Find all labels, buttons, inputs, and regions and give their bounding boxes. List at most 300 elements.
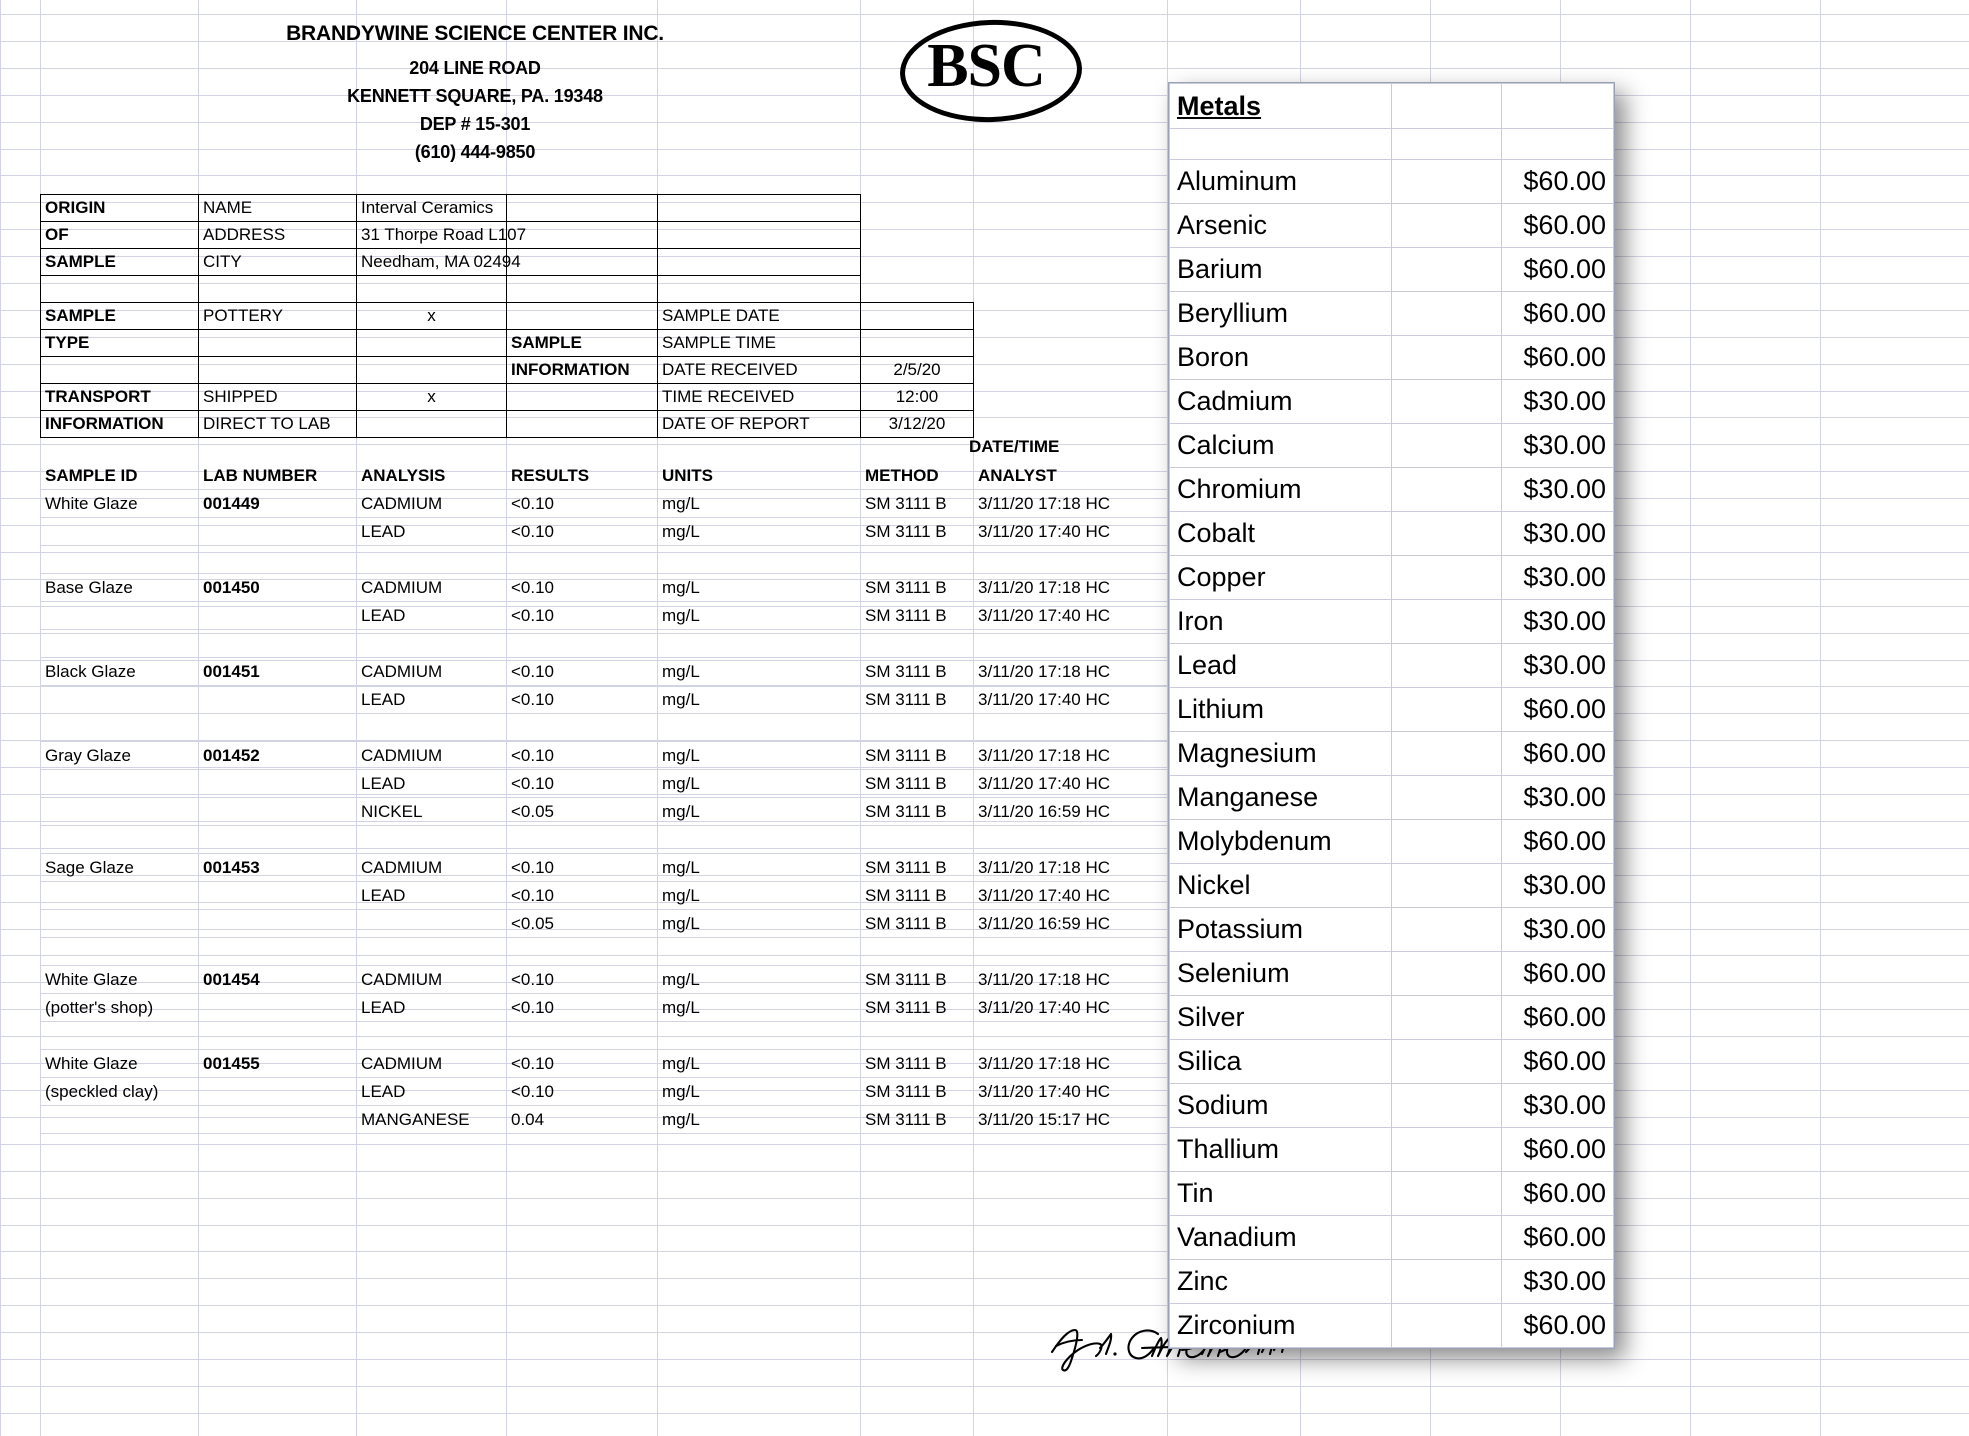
cell-results (507, 938, 658, 966)
cell-analysis: LEAD (357, 994, 507, 1022)
metals-row[interactable] (1170, 688, 1614, 732)
cell-sample-id: (speckled clay) (41, 1078, 199, 1106)
blank-cell (1392, 908, 1502, 952)
metals-row[interactable] (1170, 1128, 1614, 1172)
col-header-results: RESULTS (507, 462, 658, 490)
table-row (41, 490, 1168, 518)
grid-row-line (0, 1278, 1969, 1279)
metals-row[interactable] (1170, 732, 1614, 776)
cell-results (507, 546, 658, 574)
name-label: NAME (199, 195, 357, 222)
cell-units: mg/L (658, 966, 861, 994)
metals-row[interactable] (1170, 512, 1614, 556)
date-of-report-value: 3/12/20 (861, 411, 974, 438)
blank-cell (974, 249, 1168, 276)
metals-row[interactable] (1170, 864, 1614, 908)
metal-price: $60.00 (1502, 248, 1614, 292)
transport-row (41, 384, 1168, 411)
metal-name: Selenium (1170, 952, 1392, 996)
cell-results: <0.10 (507, 686, 658, 714)
cell-sample-id (41, 518, 199, 546)
metal-price: $60.00 (1502, 292, 1614, 336)
spacer-row (41, 276, 1168, 303)
blank-cell (1392, 1260, 1502, 1304)
blank-cell (1392, 424, 1502, 468)
cell-units: mg/L (658, 686, 861, 714)
blank-cell (1392, 776, 1502, 820)
blank-cell (507, 276, 658, 303)
table-row (41, 518, 1168, 546)
cell-lab-number (199, 714, 357, 742)
sample-type-row (41, 303, 1168, 330)
blank-cell (1392, 820, 1502, 864)
city-label: CITY (199, 249, 357, 276)
col-header-units: UNITS (658, 462, 861, 490)
address-line-2: KENNETT SQUARE, PA. 19348 (347, 86, 603, 106)
cell-analyst: 3/11/20 17:18 HC (974, 490, 1168, 518)
cell-method: SM 3111 B (861, 966, 974, 994)
metals-row[interactable] (1170, 204, 1614, 248)
metal-name: Thallium (1170, 1128, 1392, 1172)
cell-analyst: 3/11/20 17:40 HC (974, 1078, 1168, 1106)
cell-units: mg/L (658, 602, 861, 630)
metal-name: Potassium (1170, 908, 1392, 952)
cell-analysis: LEAD (357, 882, 507, 910)
page-title: BRANDYWINE SCIENCE CENTER INC. (286, 22, 664, 45)
transport-info-row (41, 411, 1168, 438)
metal-price: $60.00 (1502, 1040, 1614, 1084)
table-row (41, 854, 1168, 882)
cell-results: <0.10 (507, 518, 658, 546)
cell-units: mg/L (658, 658, 861, 686)
col-header-lab-number: LAB NUMBER (199, 462, 357, 490)
metal-name: Sodium (1170, 1084, 1392, 1128)
transport-label-1: TRANSPORT (41, 384, 199, 411)
blank-cell (1392, 864, 1502, 908)
address-line-1: 204 LINE ROAD (409, 58, 541, 78)
cell-lab-number (199, 686, 357, 714)
metals-row[interactable] (1170, 1172, 1614, 1216)
cell-results: <0.10 (507, 1050, 658, 1078)
cell-analysis: CADMIUM (357, 574, 507, 602)
cell-sample-id: Sage Glaze (41, 854, 199, 882)
metals-row[interactable] (1170, 468, 1614, 512)
metals-row[interactable] (1170, 292, 1614, 336)
cell-units: mg/L (658, 798, 861, 826)
cell-analyst: 3/11/20 17:40 HC (974, 518, 1168, 546)
cell-sample-id (41, 770, 199, 798)
blank-cell (1392, 600, 1502, 644)
metal-price: $30.00 (1502, 908, 1614, 952)
metal-name: Lithium (1170, 688, 1392, 732)
table-row (41, 910, 1168, 938)
metal-name: Manganese (1170, 776, 1392, 820)
sample-info-label-1: SAMPLE (507, 330, 658, 357)
cell-analyst: 3/11/20 16:59 HC (974, 798, 1168, 826)
cell-method: SM 3111 B (861, 910, 974, 938)
cell-analyst: 3/11/20 17:18 HC (974, 966, 1168, 994)
metal-name: Vanadium (1170, 1216, 1392, 1260)
cell-results (507, 826, 658, 854)
name-value: Interval Ceramics (357, 195, 507, 222)
cell-units: mg/L (658, 1106, 861, 1134)
cell-units (658, 1022, 861, 1050)
cell-analysis: CADMIUM (357, 742, 507, 770)
metal-name: Barium (1170, 248, 1392, 292)
cell-sample-id (41, 882, 199, 910)
cell-sample-id (41, 602, 199, 630)
grid-col-line (1690, 0, 1691, 1436)
cell-analyst (974, 826, 1168, 854)
sample-info-block (40, 194, 1168, 438)
cell-analysis: LEAD (357, 602, 507, 630)
blank-cell (1392, 688, 1502, 732)
col-header-method: METHOD (861, 462, 974, 490)
cell-analyst: 3/11/20 15:17 HC (974, 1106, 1168, 1134)
origin-row-address (41, 222, 1168, 249)
metals-row[interactable] (1170, 600, 1614, 644)
city-value: Needham, MA 02494 (357, 249, 507, 276)
sample-label: SAMPLE (41, 249, 199, 276)
blank-cell (1170, 129, 1392, 160)
blank-cell (199, 276, 357, 303)
grid-row-line (0, 1305, 1969, 1306)
date-received-label: DATE RECEIVED (658, 357, 861, 384)
blank-cell (1392, 129, 1502, 160)
cell-results: <0.05 (507, 798, 658, 826)
metals-row[interactable] (1170, 644, 1614, 688)
origin-row-name (41, 195, 1168, 222)
cell-results: <0.10 (507, 742, 658, 770)
metal-name: Beryllium (1170, 292, 1392, 336)
metal-price: $30.00 (1502, 776, 1614, 820)
metal-name: Zirconium (1170, 1304, 1392, 1348)
blank-cell (1392, 1172, 1502, 1216)
table-row (41, 546, 1168, 574)
cell-units (658, 630, 861, 658)
metals-row[interactable] (1170, 908, 1614, 952)
cell-analysis (357, 630, 507, 658)
cell-results: 0.04 (507, 1106, 658, 1134)
blank-cell (199, 330, 357, 357)
cell-analyst (974, 714, 1168, 742)
cell-analyst (974, 630, 1168, 658)
grid-row-line (0, 14, 1969, 15)
cell-sample-id (41, 1022, 199, 1050)
cell-analyst: 3/11/20 17:18 HC (974, 742, 1168, 770)
blank-cell (658, 249, 861, 276)
cell-analysis (357, 714, 507, 742)
metals-row[interactable] (1170, 1084, 1614, 1128)
metal-price: $30.00 (1502, 600, 1614, 644)
metal-price: $60.00 (1502, 1128, 1614, 1172)
grid-row-line (0, 1386, 1969, 1387)
metals-row[interactable] (1170, 1304, 1614, 1348)
blank-cell (357, 276, 507, 303)
grid-row-line (0, 175, 1969, 176)
table-row (41, 1106, 1168, 1134)
cell-units: mg/L (658, 1078, 861, 1106)
blank-cell (1392, 732, 1502, 776)
cell-results: <0.10 (507, 854, 658, 882)
sample-type-label-2: TYPE (41, 330, 199, 357)
blank-cell (41, 357, 199, 384)
metal-price: $60.00 (1502, 204, 1614, 248)
metal-name: Silver (1170, 996, 1392, 1040)
cell-results: <0.10 (507, 994, 658, 1022)
grid-row-line (0, 1413, 1969, 1414)
pottery-label: POTTERY (199, 303, 357, 330)
cell-method (861, 826, 974, 854)
blank-cell (1392, 292, 1502, 336)
sample-date-value (861, 303, 974, 330)
metals-row[interactable] (1170, 380, 1614, 424)
blank-cell (974, 276, 1168, 303)
col-header-analysis: ANALYSIS (357, 462, 507, 490)
cell-analysis (357, 826, 507, 854)
sample-info-label-2: INFORMATION (507, 357, 658, 384)
blank-cell (658, 195, 861, 222)
cell-lab-number (199, 938, 357, 966)
blank-cell (1392, 996, 1502, 1040)
cell-analyst: 3/11/20 16:59 HC (974, 910, 1168, 938)
blank-cell (974, 195, 1168, 222)
cell-analysis: LEAD (357, 686, 507, 714)
blank-cell (861, 195, 974, 222)
blank-cell (1392, 248, 1502, 292)
shipped-mark: x (357, 384, 507, 411)
table-row (41, 630, 1168, 658)
cell-method: SM 3111 B (861, 854, 974, 882)
direct-to-lab-label: DIRECT TO LAB (199, 411, 357, 438)
metal-name: Cobalt (1170, 512, 1392, 556)
blank-cell (1392, 468, 1502, 512)
cell-method: SM 3111 B (861, 518, 974, 546)
cell-results: <0.05 (507, 910, 658, 938)
cell-analysis: LEAD (357, 518, 507, 546)
cell-units: mg/L (658, 882, 861, 910)
blank-cell (974, 330, 1168, 357)
metals-row[interactable] (1170, 1260, 1614, 1304)
cell-units: mg/L (658, 770, 861, 798)
metal-price: $60.00 (1502, 688, 1614, 732)
blank-cell (861, 222, 974, 249)
table-row (41, 602, 1168, 630)
cell-sample-id (41, 630, 199, 658)
cell-lab-number (199, 910, 357, 938)
metal-name: Cadmium (1170, 380, 1392, 424)
table-row (41, 798, 1168, 826)
cell-results: <0.10 (507, 882, 658, 910)
blank-cell (507, 222, 658, 249)
shipped-label: SHIPPED (199, 384, 357, 411)
table-row (41, 574, 1168, 602)
table-row (41, 1078, 1168, 1106)
cell-method: SM 3111 B (861, 658, 974, 686)
metals-row[interactable] (1170, 424, 1614, 468)
cell-method: SM 3111 B (861, 770, 974, 798)
cell-method (861, 938, 974, 966)
grid-row-line (0, 1171, 1969, 1172)
cell-sample-id (41, 826, 199, 854)
metal-name: Iron (1170, 600, 1392, 644)
cell-units: mg/L (658, 910, 861, 938)
cell-analyst: 3/11/20 17:18 HC (974, 574, 1168, 602)
blank-cell (357, 330, 507, 357)
cell-results: <0.10 (507, 658, 658, 686)
cell-results: <0.10 (507, 602, 658, 630)
logo-text: BSC (927, 32, 1045, 100)
blank-cell (861, 249, 974, 276)
cell-units: mg/L (658, 742, 861, 770)
metal-price: $30.00 (1502, 512, 1614, 556)
cell-lab-number (199, 798, 357, 826)
blank-cell (1392, 556, 1502, 600)
cell-method: SM 3111 B (861, 602, 974, 630)
cell-lab-number (199, 630, 357, 658)
cell-lab-number: 001454 (199, 966, 357, 994)
cell-analysis: LEAD (357, 1078, 507, 1106)
cell-lab-number (199, 1078, 357, 1106)
metals-row[interactable] (1170, 1040, 1614, 1084)
blank-cell (974, 357, 1168, 384)
cell-sample-id: White Glaze (41, 490, 199, 518)
cell-lab-number (199, 826, 357, 854)
metal-price: $60.00 (1502, 996, 1614, 1040)
pottery-mark: x (357, 303, 507, 330)
cell-method: SM 3111 B (861, 1106, 974, 1134)
sample-time-value (861, 330, 974, 357)
metals-row[interactable] (1170, 996, 1614, 1040)
metal-name: Zinc (1170, 1260, 1392, 1304)
transport-label-2: INFORMATION (41, 411, 199, 438)
metal-name: Aluminum (1170, 160, 1392, 204)
blank-cell (1392, 336, 1502, 380)
cell-results: <0.10 (507, 770, 658, 798)
metal-name: Magnesium (1170, 732, 1392, 776)
cell-analysis (357, 938, 507, 966)
blank-cell (1392, 84, 1502, 129)
cell-lab-number (199, 518, 357, 546)
cell-sample-id: White Glaze (41, 966, 199, 994)
metal-price: $30.00 (1502, 1084, 1614, 1128)
cell-results: <0.10 (507, 1078, 658, 1106)
metals-title: Metals (1170, 84, 1392, 129)
cell-analyst: 3/11/20 17:40 HC (974, 770, 1168, 798)
metals-row[interactable] (1170, 160, 1614, 204)
cell-sample-id: White Glaze (41, 1050, 199, 1078)
cell-results: <0.10 (507, 490, 658, 518)
of-label: OF (41, 222, 199, 249)
cell-sample-id (41, 1106, 199, 1134)
cell-sample-id: Gray Glaze (41, 742, 199, 770)
grid-row-line (0, 1198, 1969, 1199)
grid-row-line (0, 1332, 1969, 1333)
metals-row[interactable] (1170, 1216, 1614, 1260)
metal-price: $30.00 (1502, 864, 1614, 908)
blank-cell (1502, 84, 1614, 129)
cell-results (507, 1022, 658, 1050)
metal-price: $30.00 (1502, 1260, 1614, 1304)
table-row (41, 714, 1168, 742)
cell-lab-number (199, 546, 357, 574)
blank-cell (507, 411, 658, 438)
time-received-label: TIME RECEIVED (658, 384, 861, 411)
cell-method: SM 3111 B (861, 1050, 974, 1078)
metals-row[interactable] (1170, 952, 1614, 996)
blank-cell (974, 384, 1168, 411)
cell-lab-number: 001452 (199, 742, 357, 770)
metals-row[interactable] (1170, 556, 1614, 600)
table-row (41, 742, 1168, 770)
table-row (41, 938, 1168, 966)
cell-lab-number (199, 1106, 357, 1134)
metals-spacer-row (1170, 129, 1614, 160)
blank-cell (1392, 160, 1502, 204)
cell-analyst: 3/11/20 17:18 HC (974, 658, 1168, 686)
cell-sample-id: (potter's shop) (41, 994, 199, 1022)
metal-price: $60.00 (1502, 1172, 1614, 1216)
table-row (41, 966, 1168, 994)
origin-label: ORIGIN (41, 195, 199, 222)
cell-method: SM 3111 B (861, 742, 974, 770)
analysis-results-table (40, 462, 1168, 1134)
metals-row[interactable] (1170, 336, 1614, 380)
blank-cell (1392, 1216, 1502, 1260)
cell-analyst: 3/11/20 17:40 HC (974, 882, 1168, 910)
blank-cell (1392, 1304, 1502, 1348)
cell-analysis (357, 910, 507, 938)
cell-lab-number: 001453 (199, 854, 357, 882)
cell-analysis: LEAD (357, 770, 507, 798)
date-of-report-label: DATE OF REPORT (658, 411, 861, 438)
cell-units: mg/L (658, 854, 861, 882)
blank-cell (1392, 204, 1502, 248)
blank-cell (974, 303, 1168, 330)
cell-sample-id (41, 938, 199, 966)
metals-row[interactable] (1170, 248, 1614, 292)
sample-type-row-2 (41, 330, 1168, 357)
metal-price: $30.00 (1502, 380, 1614, 424)
cell-method (861, 630, 974, 658)
metal-price: $30.00 (1502, 644, 1614, 688)
table-row (41, 1022, 1168, 1050)
cell-analysis: CADMIUM (357, 1050, 507, 1078)
cell-analysis (357, 546, 507, 574)
blank-cell (1392, 1084, 1502, 1128)
metal-name: Nickel (1170, 864, 1392, 908)
cell-method: SM 3111 B (861, 994, 974, 1022)
metal-price: $60.00 (1502, 1304, 1614, 1348)
cell-units: mg/L (658, 490, 861, 518)
cell-analysis: MANGANESE (357, 1106, 507, 1134)
metals-price-panel[interactable] (1168, 82, 1615, 1349)
metal-price: $60.00 (1502, 952, 1614, 996)
metals-row[interactable] (1170, 776, 1614, 820)
metals-row[interactable] (1170, 820, 1614, 864)
cell-units (658, 826, 861, 854)
cell-analyst: 3/11/20 17:40 HC (974, 686, 1168, 714)
blank-cell (1392, 952, 1502, 996)
cell-analyst (974, 1022, 1168, 1050)
cell-lab-number (199, 602, 357, 630)
time-received-value: 12:00 (861, 384, 974, 411)
metal-name: Arsenic (1170, 204, 1392, 248)
metal-name: Silica (1170, 1040, 1392, 1084)
table-row (41, 826, 1168, 854)
grid-col-line (1820, 0, 1821, 1436)
cell-analyst (974, 938, 1168, 966)
